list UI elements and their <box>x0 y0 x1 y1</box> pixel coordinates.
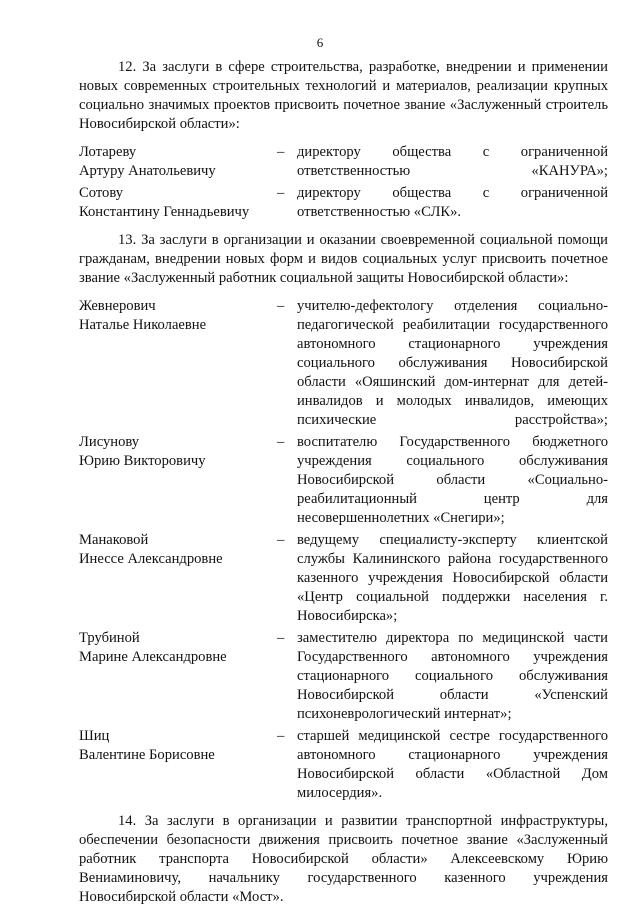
awardee-position: директору общества с ограниченной ответственностью «СЛК». <box>297 185 608 220</box>
dash-separator: – <box>277 185 285 201</box>
section-14-paragraph: 14. За заслуги в организации и развитии транспортной инфраструктуры, обеспечении безопасности движения присвоить почетное звание «Заслуженный работник транспорта Новосибирской области» Алексеевскому Юрию Вениаминовичу, начальнику государственного казенного учреждения Новосибирской области «Мост». <box>79 813 608 905</box>
awardee-name <box>79 143 277 181</box>
awardee-given-name: Юрию Викторовичу <box>79 453 206 469</box>
awardee-surname: Лотареву <box>79 144 137 160</box>
awardee-entry <box>79 629 608 724</box>
awardee-entry <box>79 531 608 626</box>
awardee-position: ведущему специалисту-эксперту клиентской службы Калининского района государственного казенного учреждения Новосибирской области «Центр социальной поддержки населения г. Новосибирска»; <box>297 532 608 624</box>
awardee-entry <box>79 143 608 181</box>
page-number: 6 <box>316 35 324 50</box>
awardee-name <box>79 727 277 803</box>
section-13-awardees <box>79 297 608 803</box>
awardee-given-name: Артуру Анатольевичу <box>79 163 216 179</box>
awardee-surname: Сотову <box>79 185 124 201</box>
awardee-entry <box>79 433 608 528</box>
awardee-name <box>79 433 277 528</box>
awardee-given-name: Марине Александровне <box>79 649 227 665</box>
awardee-surname: Жевнерович <box>79 298 156 314</box>
document-body <box>79 58 608 916</box>
awardee-surname: Манаковой <box>79 532 149 548</box>
awardee-surname: Трубиной <box>79 630 140 646</box>
awardee-given-name: Валентине Борисовне <box>79 747 215 763</box>
dash-separator: – <box>277 144 285 160</box>
awardee-name <box>79 531 277 626</box>
awardee-position: заместителю директора по медицинской части Государственного автономного учреждения стационарного социального обслуживания Новосибирской области «Успенский психоневрологический интернат»; <box>297 630 608 722</box>
dash-separator: – <box>277 434 285 450</box>
awardee-name <box>79 184 277 222</box>
dash-separator: – <box>277 298 285 314</box>
dash-separator: – <box>277 630 285 646</box>
awardee-given-name: Константину Геннадьевичу <box>79 204 250 220</box>
awardee-entry <box>79 727 608 803</box>
awardee-given-name: Инессе Александровне <box>79 551 223 567</box>
awardee-entry <box>79 297 608 430</box>
awardee-entry <box>79 184 608 222</box>
awardee-name <box>79 629 277 724</box>
dash-separator: – <box>277 728 285 744</box>
awardee-position: учителю-дефектологу отделения социально-педагогической реабилитации государственного автономного стационарного учреждения социального обслуживания Новосибирской области «Ояшинский дом-интернат для детей-инвалидов и молодых инвалидов, имеющих психические расстройства»; <box>297 298 608 428</box>
awardee-name <box>79 297 277 430</box>
section-12-awardees <box>79 143 608 222</box>
section-12-intro: 12. За заслуги в сфере строительства, разработке, внедрении и применении новых современных строительных технологий и материалов, реализации крупных социально значимых проектов присвоить почетное звание «Заслуженный строитель Новосибирской области»: <box>79 59 608 132</box>
awardee-surname: Лисунову <box>79 434 140 450</box>
awardee-position: старшей медицинской сестре государственного автономного стационарного учреждения Новосибирской области «Областной Дом милосердия». <box>297 728 608 801</box>
dash-separator: – <box>277 532 285 548</box>
section-13-intro: 13. За заслуги в организации и оказании своевременной социальной помощи гражданам, внедрении новых форм и видов социальных услуг присвоить почетное звание «Заслуженный работник социальной защиты Новосибирской области»: <box>79 232 608 286</box>
awardee-position: директору общества с ограниченной ответственностью «КАНУРА»; <box>297 144 608 179</box>
awardee-position: воспитателю Государственного бюджетного учреждения социального обслуживания Новосибирской области «Социально-реабилитационный центр для несовершеннолетних «Снегири»; <box>297 434 608 526</box>
awardee-given-name: Наталье Николаевне <box>79 317 207 333</box>
awardee-surname: Шиц <box>79 728 110 744</box>
